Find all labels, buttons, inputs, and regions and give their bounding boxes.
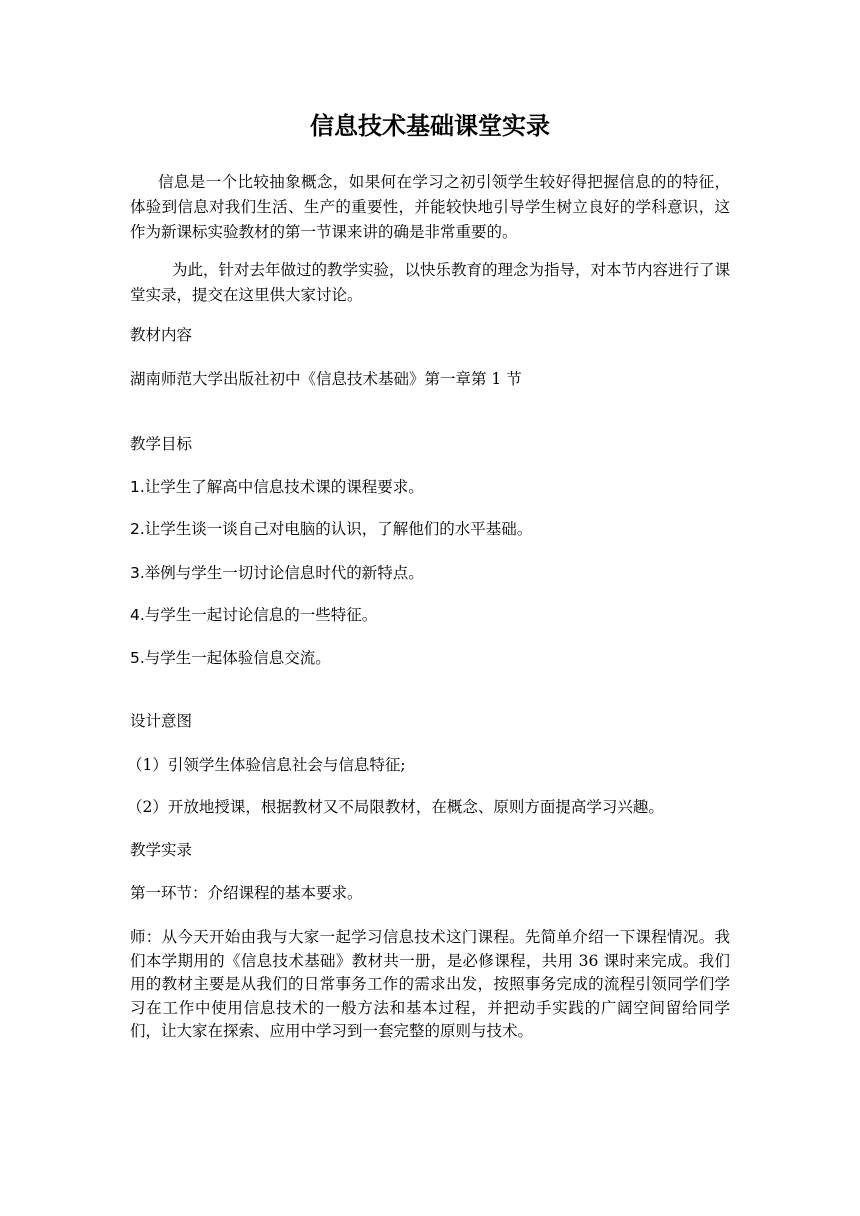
objective-number: 2. (130, 520, 145, 538)
objectives-heading: 教学目标 (130, 435, 193, 453)
objective-item-2 (130, 517, 750, 541)
teacher-paragraph: 师：从今天开始由我与大家一起学习信息技术这门课程。先简单介绍一下课程情况。我们本学期用的《信息技术基础》教材共一册，是必修课程，共用 36 课时来完成。我们用的教材主要是从我们的日常事务工作的需求出发，按照事务完成的流程引领同学们学习在工作中使用信息技术的一般方法和基本过程，并把动手实践的广阔空间留给同学们，让大家在探索、应用中学习到一套完整的原则与技术。 (130, 928, 730, 1040)
document-title: 信息技术基础课堂实录 (310, 112, 550, 140)
objective-item-1 (130, 475, 750, 499)
objective-item-4 (130, 603, 750, 627)
objective-number: 4. (130, 606, 145, 624)
intro-paragraph-1: 信息是一个比较抽象概念，如果何在学习之初引领学生较好得把握信息的的特征，体验到信息对我们生活、生产的重要性，并能较快地引导学生树立良好的学科意识，这作为新课标实验教材的第一节课来讲的确是非常重要的。 (130, 173, 730, 241)
intro-paragraph-2: 为此，针对去年做过的教学实验，以快乐教育的理念为指导，对本节内容进行了课堂实录，提交在这里供大家讨论。 (130, 261, 731, 304)
objective-text: 让学生了解高中信息技术课的课程要求。 (144, 478, 424, 496)
objective-item-5 (130, 646, 750, 670)
material-heading: 教材内容 (130, 326, 193, 344)
objective-number: 1. (130, 478, 145, 496)
objective-item-3 (130, 561, 750, 585)
record-step-1: 第一环节：介绍课程的基本要求。 (130, 884, 363, 902)
design-item-1: （1）引领学生体验信息社会与信息特征; (127, 756, 406, 774)
objective-number: 5. (130, 649, 145, 667)
objective-text: 让学生谈一谈自己对电脑的认识，了解他们的水平基础。 (144, 520, 533, 538)
objective-text: 与学生一起体验信息交流。 (144, 649, 331, 667)
objective-number: 3. (130, 564, 145, 582)
material-text: 湖南师范大学出版社初中《信息技术基础》第一章第 1 节 (130, 370, 522, 388)
design-item-2: （2）开放地授课，根据教材又不局限教材，在概念、原则方面提高学习兴趣。 (127, 798, 664, 816)
record-heading: 教学实录 (130, 841, 193, 859)
objective-text: 举例与学生一切讨论信息时代的新特点。 (144, 564, 424, 582)
objective-text: 与学生一起讨论信息的一些特征。 (144, 606, 378, 624)
design-heading: 设计意图 (130, 712, 193, 730)
